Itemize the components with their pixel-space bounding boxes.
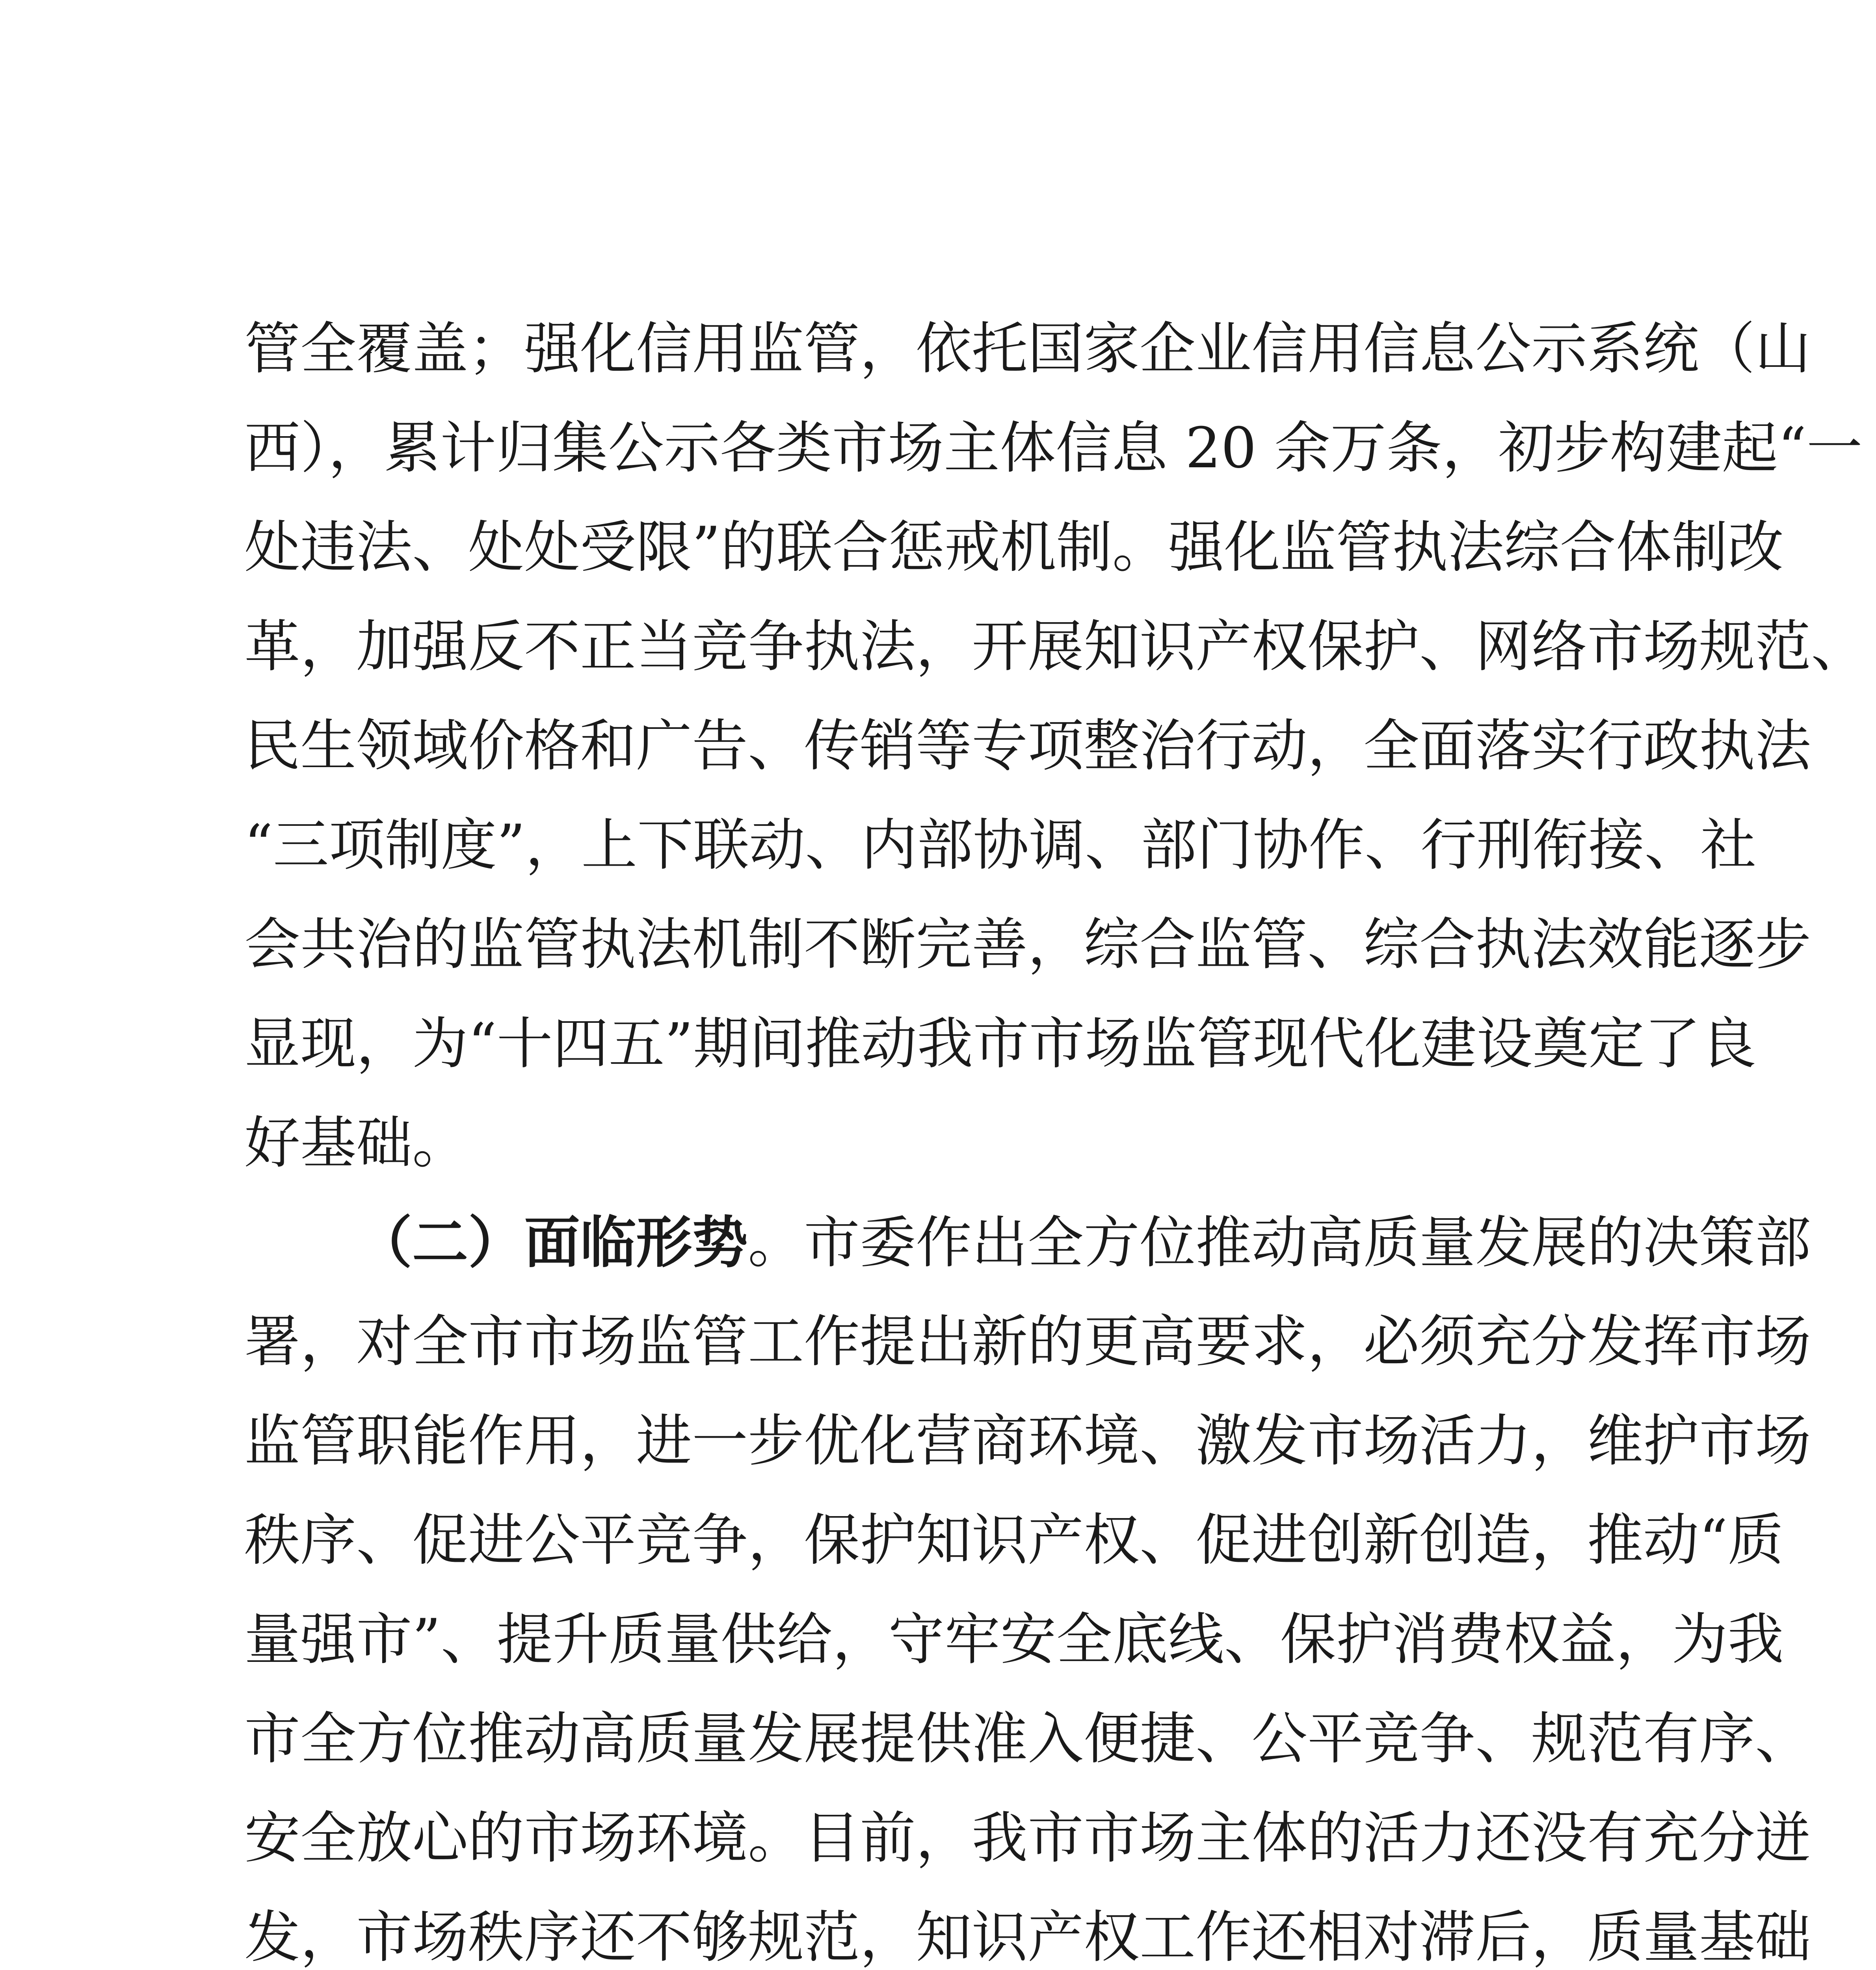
text-run: 。市委作出全方位推动高质量发展的决策部 [748, 1210, 1811, 1275]
text-line: 安全放心的市场环境。目前，我市市场主体的活力还没有充分迸 [244, 1806, 1811, 1871]
text-line: 显现，为“十四五”期间推动我市市场监管现代化建设奠定了良 [244, 1011, 1757, 1076]
document-body [244, 299, 1867, 1970]
section-heading: （二）面临形势 [356, 1210, 748, 1275]
text-line: 署，对全市市场监管工作提出新的更高要求，必须充分发挥市场 [244, 1309, 1811, 1374]
text-line: 民生领域价格和广告、传销等专项整治行动，全面落实行政执法 [244, 714, 1811, 779]
paragraph-1 [244, 299, 1867, 1193]
text-line: 好基础。 [244, 1111, 468, 1176]
text-line: 会共治的监管执法机制不断完善，综合监管、综合执法效能逐步 [244, 912, 1811, 977]
text-line: 发，市场秩序还不够规范，知识产权工作还相对滞后，质量基础 [244, 1905, 1811, 1970]
text-line: 市全方位推动高质量发展提供准入便捷、公平竞争、规范有序、 [244, 1706, 1811, 1771]
paragraph-2 [244, 1193, 1811, 1970]
text-line: “三项制度”，上下联动、内部协调、部门协作、行刑衔接、社 [244, 813, 1757, 878]
text-line: 管全覆盖；强化信用监管，依托国家企业信用信息公示系统（山 [244, 316, 1811, 381]
text-line: 西），累计归集公示各类市场主体信息 20 余万条，初步构建起“一 [244, 416, 1863, 481]
text-line: 秩序、促进公平竞争，保护知识产权、促进创新创造，推动“质 [244, 1508, 1784, 1573]
text-line: 量强市”、提升质量供给，守牢安全底线、保护消费权益，为我 [244, 1607, 1784, 1672]
text-line: 监管职能作用，进一步优化营商环境、激发市场活力，维护市场 [244, 1409, 1811, 1474]
text-line: 处违法、处处受限”的联合惩戒机制。强化监管执法综合体制改 [244, 515, 1784, 580]
text-line: 革，加强反不正当竞争执法，开展知识产权保护、网络市场规范、 [244, 614, 1867, 679]
text-line-first [244, 1193, 1811, 1292]
